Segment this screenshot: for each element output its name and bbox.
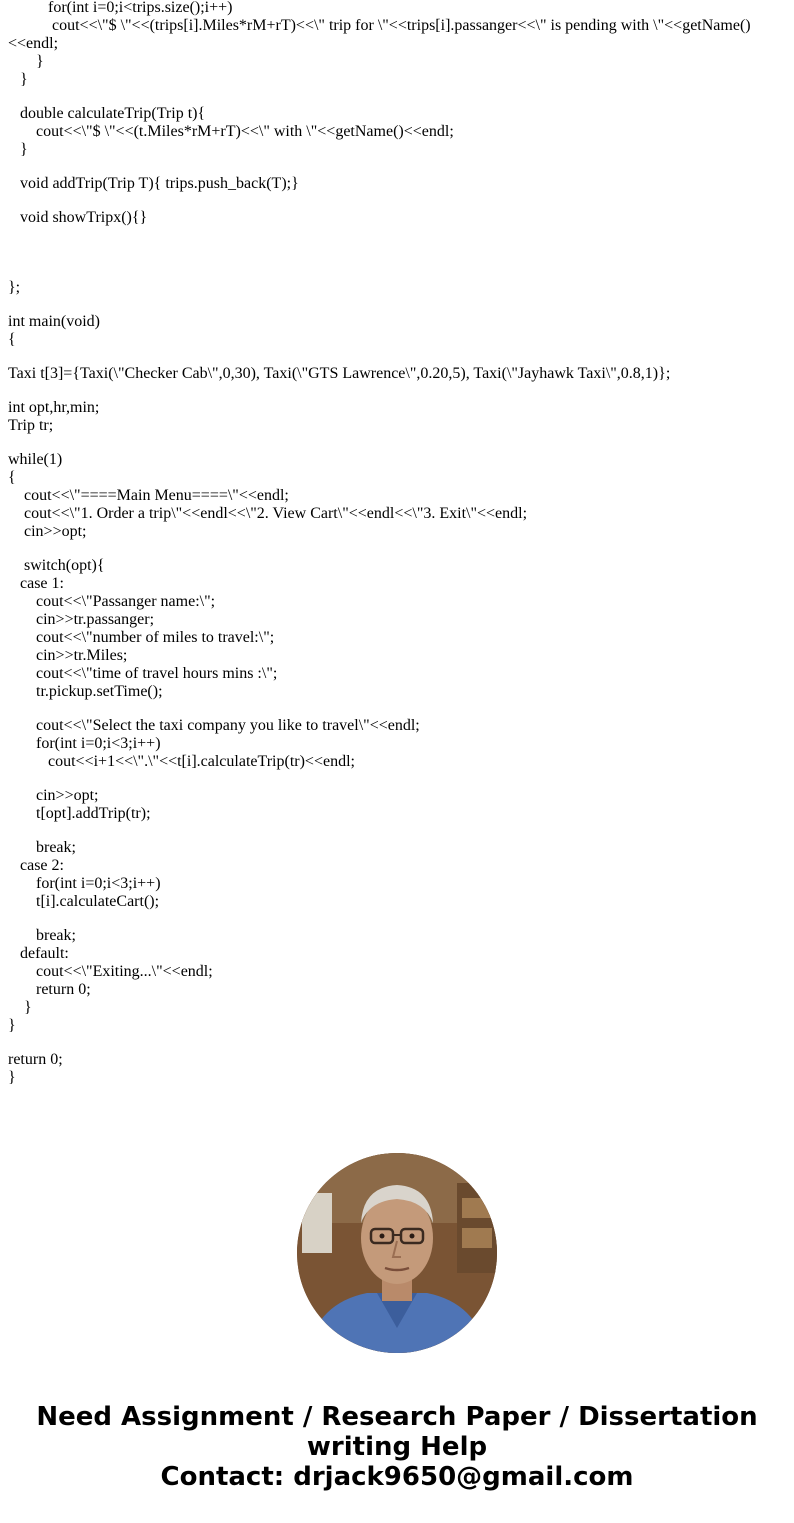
promo-banner xyxy=(0,1402,794,1492)
code-line: } xyxy=(8,1069,16,1086)
code-line: cout<<\"$ \"<<(trips[i].Miles*rM+rT)<<\" trip for \"<<trips[i].passanger<<\" is pending with \"<<getName()<<endl; xyxy=(8,17,751,52)
code-line: cout<<\"1. Order a trip\"<<endl<<\"2. View Cart\"<<endl<<\"3. Exit\"<<endl; xyxy=(8,505,528,522)
code-line xyxy=(8,227,778,279)
code-line: cout<<\"Exiting...\"<<endl; xyxy=(8,963,213,980)
code-line: } xyxy=(8,53,44,70)
code-line xyxy=(8,911,778,927)
portrait-image xyxy=(297,1153,497,1353)
code-line: case 1: xyxy=(8,575,64,592)
code-line: cout<<\"time of travel hours mins :\"; xyxy=(8,665,278,682)
code-line: } xyxy=(8,1017,16,1034)
code-line: int main(void) xyxy=(8,313,100,330)
code-line: } xyxy=(8,999,32,1016)
code-line: break; xyxy=(8,927,76,944)
code-line: tr.pickup.setTime(); xyxy=(8,683,163,700)
code-line: cin>>opt; xyxy=(8,787,99,804)
code-line: cout<<i+1<<\".\"<<t[i].calculateTrip(tr)<<endl; xyxy=(8,753,355,770)
code-line: Taxi t[3]={Taxi(\"Checker Cab\",0,30), Taxi(\"GTS Lawrence\",0.20,5), Taxi(\"Jayhawk Taxi\",0.8,1)}; xyxy=(8,365,671,382)
code-line xyxy=(8,89,778,105)
code-line: case 2: xyxy=(8,857,64,874)
code-line xyxy=(8,823,778,839)
code-line xyxy=(8,1035,778,1051)
promo-contact: Contact: drjack9650@gmail.com xyxy=(160,1462,634,1492)
code-line: return 0; xyxy=(8,981,91,998)
promo-line-2: writing Help xyxy=(306,1432,488,1462)
code-line xyxy=(8,541,778,557)
code-line xyxy=(8,297,778,313)
code-line: default: xyxy=(8,945,69,962)
code-line xyxy=(8,435,778,451)
code-line: Trip tr; xyxy=(8,417,54,434)
author-photo xyxy=(297,1153,497,1353)
code-line: void showTripx(){} xyxy=(8,209,148,226)
code-line: break; xyxy=(8,839,76,856)
code-line: t[opt].addTrip(tr); xyxy=(8,805,151,822)
code-line: return 0; xyxy=(8,1051,63,1068)
code-line: cin>>tr.Miles; xyxy=(8,647,128,664)
code-line: double calculateTrip(Trip t){ xyxy=(8,105,206,122)
code-line: { xyxy=(8,469,16,486)
code-line xyxy=(8,349,778,365)
code-line: }; xyxy=(8,279,21,296)
code-line xyxy=(8,193,778,209)
code-line: int opt,hr,min; xyxy=(8,399,100,416)
code-line xyxy=(8,159,778,175)
code-line xyxy=(8,771,778,787)
code-line: void addTrip(Trip T){ trips.push_back(T);} xyxy=(8,175,299,192)
code-line: cout<<\"Passanger name:\"; xyxy=(8,593,216,610)
code-line: for(int i=0;i<3;i++) xyxy=(8,735,161,752)
code-line: cout<<\"$ \"<<(t.Miles*rM+rT)<<\" with \"<<getName()<<endl; xyxy=(8,123,454,140)
code-line: } xyxy=(8,71,28,88)
code-line: { xyxy=(8,331,16,348)
code-line: while(1) xyxy=(8,451,63,468)
promo-line-1: Need Assignment / Research Paper / Dissertation xyxy=(36,1402,758,1432)
code-line: switch(opt){ xyxy=(8,557,105,574)
code-line: } xyxy=(8,141,28,158)
code-listing xyxy=(8,0,778,1087)
code-line: cout<<\"Select the taxi company you like to travel\"<<endl; xyxy=(8,717,420,734)
code-line: cin>>opt; xyxy=(8,523,87,540)
code-line: cout<<\"====Main Menu====\"<<endl; xyxy=(8,487,289,504)
code-line: t[i].calculateCart(); xyxy=(8,893,160,910)
code-line: for(int i=0;i<3;i++) xyxy=(8,875,161,892)
code-line: cin>>tr.passanger; xyxy=(8,611,155,628)
code-line: for(int i=0;i<trips.size();i++) xyxy=(8,0,233,16)
code-line: cout<<\"number of miles to travel:\"; xyxy=(8,629,275,646)
code-line xyxy=(8,701,778,717)
code-line xyxy=(8,383,778,399)
